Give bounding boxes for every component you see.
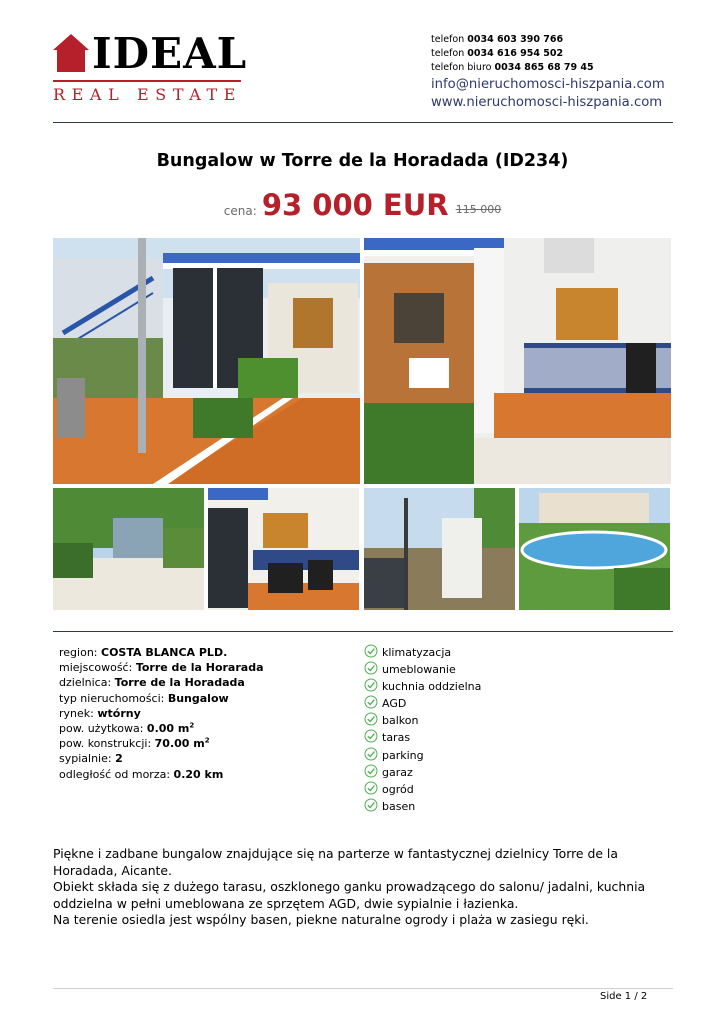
description-paragraph: Piękne i zadbane bungalow znajdujące się na parterze w fantastycznej dzielnicy Torre de la Horadada, Aicante. <box>53 846 618 878</box>
photo-barbecue[interactable] <box>364 488 515 610</box>
photo-terrace-front[interactable] <box>53 238 360 484</box>
property-details <box>59 645 264 782</box>
house-logo-icon <box>53 34 89 72</box>
check-circle-icon <box>364 781 378 795</box>
logo-divider <box>53 80 241 82</box>
phone-number[interactable]: 0034 865 68 79 45 <box>494 62 594 73</box>
check-circle-icon <box>364 712 378 726</box>
check-circle-icon <box>364 764 378 778</box>
detail-usable-area: pow. użytkowa: 0.00 $m^2$ <box>59 721 195 736</box>
phone-line-1: telefon 0034 603 390 766 <box>431 34 564 45</box>
check-circle-icon <box>364 678 378 692</box>
email-link[interactable]: info@nieruchomosci-hiszpania.com <box>431 77 665 92</box>
detail-type: typ nieruchomości: Bungalow <box>59 691 229 705</box>
logo-wordmark: IDEAL <box>92 29 248 78</box>
photo-pool[interactable] <box>519 488 670 610</box>
detail-town: miejscowość: Torre de la Horarada <box>59 661 264 675</box>
detail-sea-distance: odległość od morza: 0.20 km <box>59 767 224 781</box>
check-circle-icon <box>364 661 378 675</box>
phone-line-2: telefon 0034 616 954 502 <box>431 48 564 59</box>
price-block <box>0 188 725 222</box>
detail-region: region: COSTA BLANCA PLD. <box>59 646 228 659</box>
detail-bedrooms: sypialnie: 2 <box>59 752 123 766</box>
detail-build-area: pow. konstrukcji: 70.00 $m^2$ <box>59 736 210 751</box>
photo-glazed-porch[interactable] <box>364 238 671 484</box>
header-divider <box>53 122 673 123</box>
photo-terrace-table[interactable] <box>208 488 359 610</box>
detail-district: dzielnica: Torre de la Horadada <box>59 676 245 690</box>
price-label: cena: <box>223 204 257 218</box>
old-price: 115 000 <box>455 203 502 216</box>
price-value: 93 000 EUR <box>261 188 449 222</box>
footer-divider <box>53 988 673 989</box>
detail-market: rynek: wtórny <box>59 706 141 720</box>
page-number: Side 1 / 2 <box>600 991 648 1002</box>
photo-garden-patio[interactable] <box>53 488 204 610</box>
description-paragraph: Na terenie osiedla jest wspólny basen, piekne naturalne ogrody i plaża w zasiegu ręki. <box>53 912 589 927</box>
phone-number[interactable]: 0034 616 954 502 <box>467 48 564 59</box>
check-circle-icon <box>364 798 378 812</box>
listing-description <box>53 846 663 929</box>
phone-number[interactable]: 0034 603 390 766 <box>467 34 564 45</box>
check-circle-icon <box>364 644 378 658</box>
check-circle-icon <box>364 729 378 743</box>
phone-line-3: telefon biuro 0034 865 68 79 45 <box>431 62 594 73</box>
check-circle-icon <box>364 747 378 761</box>
website-link[interactable]: www.nieruchomosci-hiszpania.com <box>431 95 663 110</box>
check-circle-icon <box>364 695 378 709</box>
listing-title: Bungalow w Torre de la Horadada (ID234) <box>156 151 569 171</box>
section-divider <box>53 631 673 632</box>
logo-tagline: REAL ESTATE <box>53 85 243 104</box>
description-paragraph: Obiekt składa się z dużego tarasu, oszklonego ganku prowadzącego do salonu/ jadalni, kuchnia oddzielna w pełni umeblowana ze sprzętem AGD, dwie sypialnie i łazienka. <box>53 879 646 911</box>
